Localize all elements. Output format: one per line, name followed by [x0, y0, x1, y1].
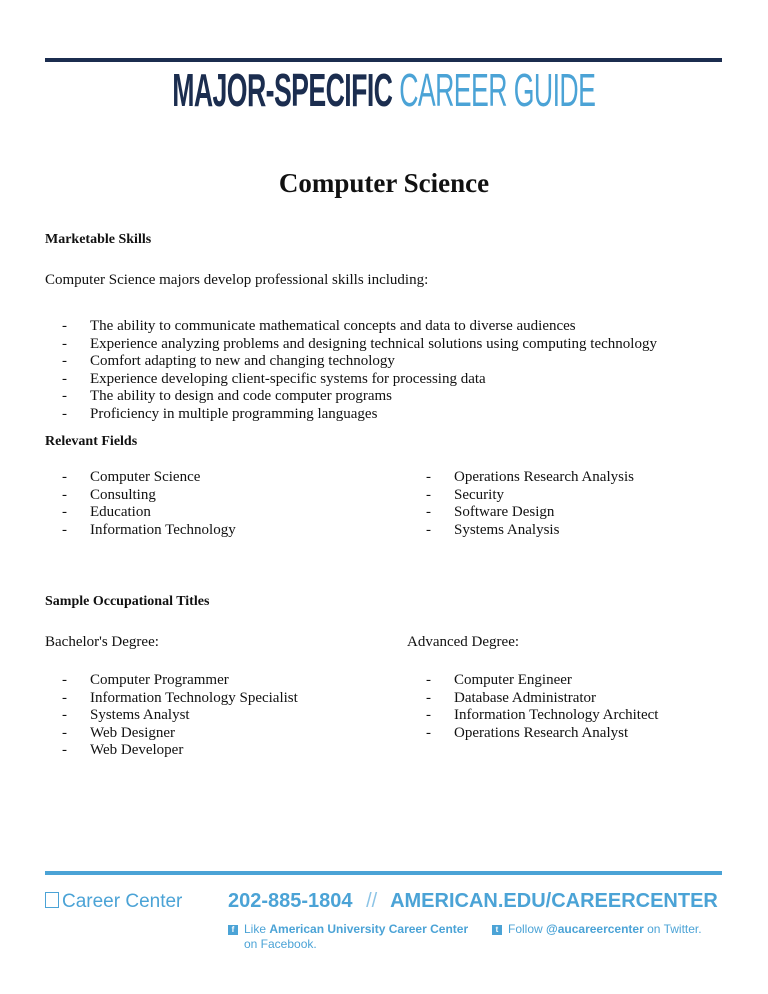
- list-item: - The ability to design and code computer programs: [62, 388, 657, 406]
- advanced-list: [426, 672, 658, 742]
- list-item: - Education: [62, 504, 236, 522]
- marketable-skills-intro: Computer Science majors develop professional skills including:: [45, 272, 429, 288]
- list-item: - Information Technology Specialist: [62, 690, 298, 708]
- list-item: - Computer Engineer: [426, 672, 658, 690]
- list-item: - Web Designer: [62, 725, 298, 743]
- header-rule: [45, 58, 722, 62]
- footer-rule: [45, 871, 722, 875]
- advanced-label: Advanced Degree:: [407, 634, 520, 650]
- facebook-icon: f: [228, 925, 238, 935]
- list-item: - Database Administrator: [426, 690, 658, 708]
- tw-pre: Follow: [508, 922, 547, 936]
- list-item: - Systems Analysis: [426, 522, 634, 540]
- occupational-titles-heading: Sample Occupational Titles: [45, 594, 210, 609]
- document-title: Computer Science: [278, 168, 490, 198]
- list-item: - Experience analyzing problems and designing technical solutions using computing technology: [62, 336, 657, 354]
- list-item: - Web Developer: [62, 742, 298, 760]
- marketable-skills-list: [62, 318, 657, 424]
- au-logo-icon: [45, 892, 59, 908]
- career-center-logo: [45, 891, 182, 913]
- relevant-fields-left: [62, 469, 236, 539]
- list-item: - Operations Research Analysis: [426, 469, 634, 487]
- facebook-link[interactable]: American University Career Center: [269, 922, 469, 936]
- brand-title: [0, 64, 768, 116]
- relevant-fields-heading: Relevant Fields: [45, 434, 138, 449]
- bachelor-label: Bachelor's Degree:: [45, 634, 159, 650]
- list-item: - Software Design: [426, 504, 634, 522]
- marketable-skills-heading: Marketable Skills: [45, 232, 152, 247]
- list-item: - Computer Science: [62, 469, 236, 487]
- list-item: - Security: [426, 487, 634, 505]
- list-item: - Proficiency in multiple programming languages: [62, 406, 657, 424]
- brand-part2: CAREER GUIDE: [399, 64, 596, 116]
- list-item: - Information Technology Architect: [426, 707, 658, 725]
- bachelor-list: [62, 672, 298, 760]
- facebook-line: [228, 922, 468, 952]
- fb-post: on Facebook.: [244, 937, 317, 951]
- tw-post: on Twitter.: [643, 922, 702, 936]
- twitter-link[interactable]: @aucareercenter: [546, 922, 644, 936]
- brand-part1: MAJOR-SPECIFIC: [172, 64, 393, 116]
- twitter-icon: t: [492, 925, 502, 935]
- website-link[interactable]: AMERICAN.EDU/CAREERCENTER: [390, 890, 718, 912]
- relevant-fields-right: [426, 469, 634, 539]
- logo-text: Career Center: [62, 891, 183, 912]
- list-item: - Computer Programmer: [62, 672, 298, 690]
- fb-pre: Like: [244, 922, 270, 936]
- contact-line: [228, 890, 718, 913]
- list-item: - Information Technology: [62, 522, 236, 540]
- list-item: - Consulting: [62, 487, 236, 505]
- twitter-line: [492, 922, 702, 937]
- phone: 202-885-1804: [228, 890, 353, 912]
- list-item: - Comfort adapting to new and changing technology: [62, 353, 657, 371]
- list-item: - The ability to communicate mathematical concepts and data to diverse audiences: [62, 318, 657, 336]
- list-item: - Systems Analyst: [62, 707, 298, 725]
- list-item: - Experience developing client-specific systems for processing data: [62, 371, 657, 389]
- separator: //: [366, 890, 378, 912]
- list-item: - Operations Research Analyst: [426, 725, 658, 743]
